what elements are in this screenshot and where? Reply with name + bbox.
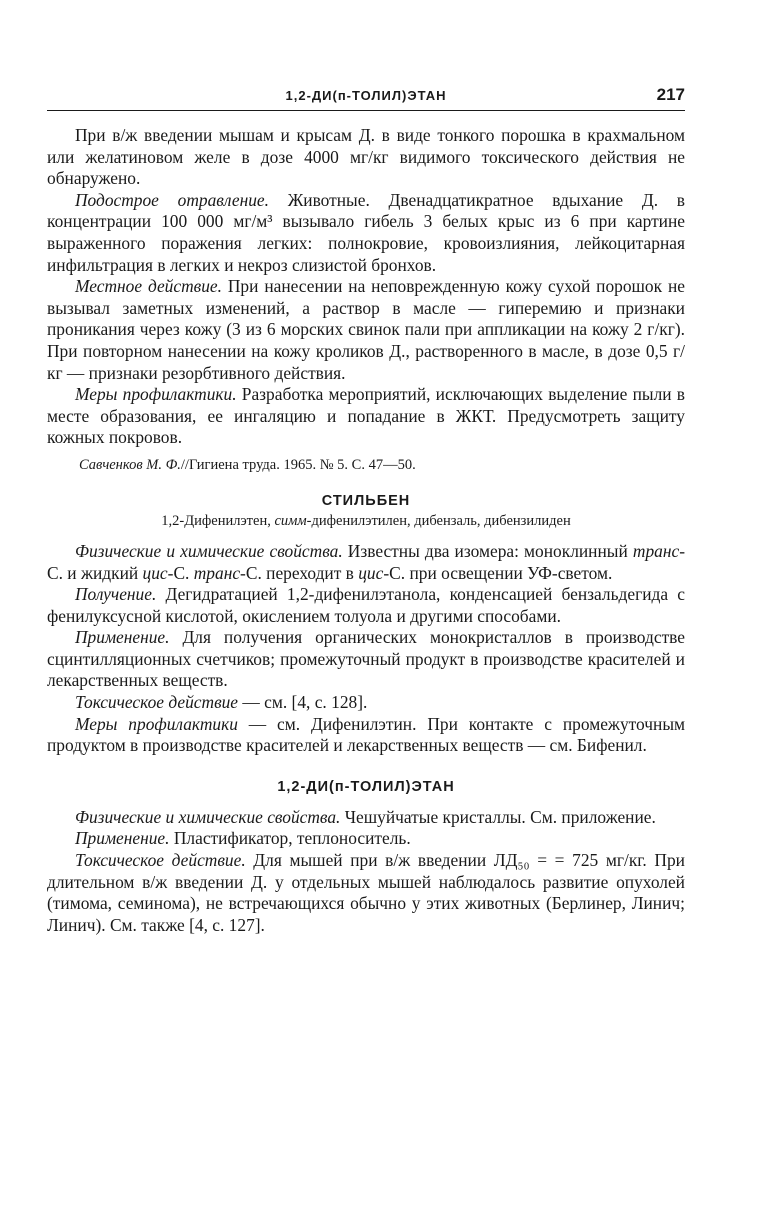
source-reference: Савченков М. Ф.//Гигиена труда. 1965. № 5. С. 47—50. <box>79 456 416 473</box>
paragraph-toxic-2: Токсическое действие. Для мышей при в/ж введении ЛД₅₀ = = 725 мг/кг. При длительном в/ж введении Д. у отдельных мышей наблюдалось развитие опухолей (тимома, семинома), не встречающихся обычно у этих животных (Берлинер, Линич; Линич). См. также [4, с. 127]. <box>47 850 685 935</box>
page-number: 217 <box>656 85 685 104</box>
paragraph-prevention-2: Меры профилактики — см. Дифенилэтин. При контакте с промежуточным продуктом в производстве красителей и лекарственных веществ — см. Бифенил. <box>47 713 686 756</box>
label-prevention: Меры профилактики. <box>75 384 237 405</box>
paragraph-application: Применение. Для получения органических монокристаллов в производстве сцинтилляционных счетчиков; промежуточный продукт в производстве красителей и лекарственных веществ. <box>47 627 685 691</box>
paragraph-local-action: Местное действие. При нанесении на неповрежденную кожу сухой порошок не вызывал заметных изменений, а раствор в масле — гиперемию и признаки проникания через кожу (3 из 6 морских свинок пали при аппликации на кожу 2 г/кг). При повторном нанесении на кожу кроликов Д., растворенного в масле, в дозе 0,5 г/кг — признаки резорбтивного действия. <box>47 276 685 383</box>
paragraph-properties-2: Физические и химические свойства. Чешуйчатые кристаллы. См. приложение. <box>75 806 656 827</box>
header-rule <box>47 110 685 111</box>
page <box>47 84 685 936</box>
paragraph-intro: При в/ж введении мышам и крысам Д. в виде тонкого порошка в крахмальном или желатиновом желе в дозе 4000 мг/кг видимого токсического действия не обнаружено. <box>47 125 685 189</box>
section-title-stilbene: СТИЛЬБЕН <box>321 492 411 509</box>
label-subacute: Подострое отравление. <box>75 189 269 210</box>
running-title: 1,2-ДИ(п-ТОЛИЛ)ЭТАН <box>285 88 447 103</box>
paragraph-subacute: Подострое отравление. Животные. Двенадцатикратное вдыхание Д. в концентрации 100 000 мг/м³ вызывало гибель 3 белых крыс из 6 при картине выраженного поражения легких: полнокровие, кровоизлияния, лейкоцитарная инфильтрация в легких и некроз слизистой бронхов. <box>47 189 685 275</box>
label-local-action: Местное действие. <box>75 276 222 297</box>
paragraph-prevention: Меры профилактики. Разработка мероприятий, исключающих выделение пыли в месте образования, ее ингаляцию и попадание в ЖКТ. Предусмотреть защиту кожных покровов. <box>47 384 685 448</box>
synonyms-stilbene: 1,2-Дифенилэтен, симм-дифенилэтилен, дибензаль, дибензилиден <box>161 512 571 529</box>
paragraph-production: Получение. Дегидратацией 1,2-дифенилэтанола, конденсацией бензальдегида с фенилуксусной кислотой, окислением толуола и другими способами. <box>47 584 685 626</box>
section-title-ditolylethane: 1,2-ДИ(п-ТОЛИЛ)ЭТАН <box>277 778 455 795</box>
paragraph-properties: Физические и химические свойства. Известны два изомера: моноклинный транс-С. и жидкий цис-С. транс-С. переходит в цис-С. при освещении УФ-светом. <box>47 540 685 583</box>
running-header <box>47 84 685 110</box>
paragraph-application-2: Применение. Пластификатор, теплоноситель. <box>75 828 411 849</box>
paragraph-toxic: Токсическое действие — см. [4, с. 128]. <box>75 692 368 713</box>
